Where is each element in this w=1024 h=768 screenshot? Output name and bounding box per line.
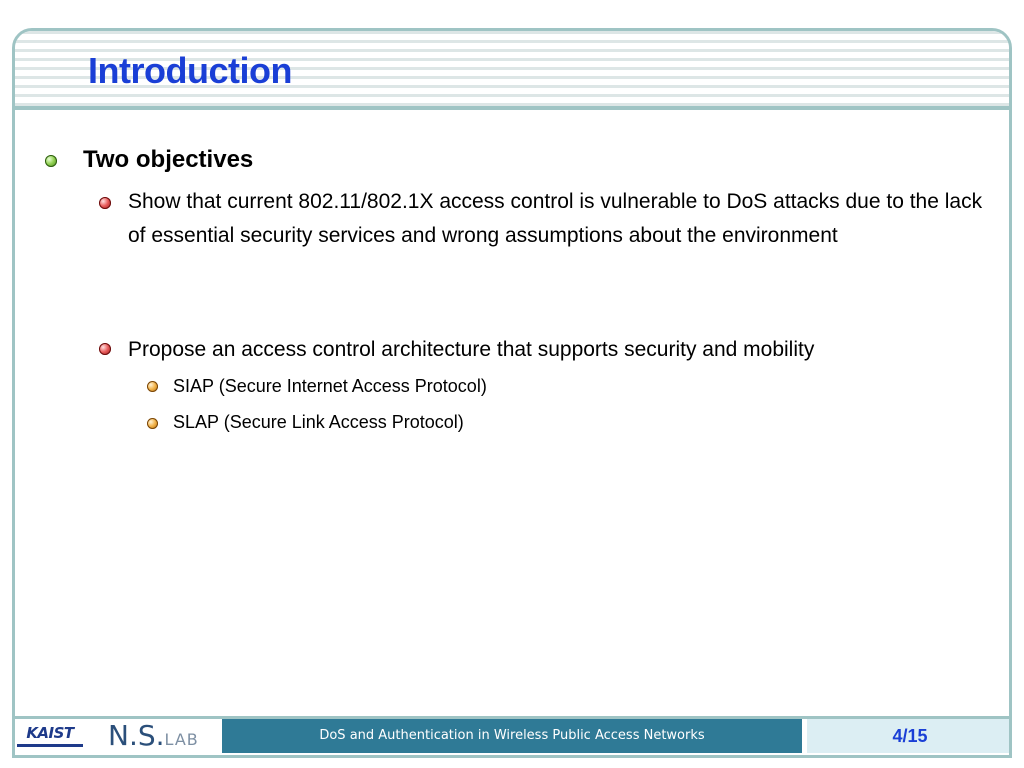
bullet-slap: SLAP (Secure Link Access Protocol) (173, 412, 464, 432)
kaist-logo: KAIST (17, 724, 83, 747)
nslab-logo (108, 716, 199, 756)
bullet-red-icon (99, 343, 111, 355)
bullet-show-vulnerable: Show that current 802.11/802.1X access control is vulnerable to DoS attacks due to the lack of essential security services and wrong assumptions about the environment (128, 190, 983, 247)
bullet-siap: SIAP (Secure Internet Access Protocol) (173, 376, 487, 396)
footer-title: DoS and Authentication in Wireless Public Access Networks (222, 719, 802, 753)
header-divider (15, 106, 1009, 110)
bullet-orange-icon (147, 381, 158, 392)
bullet-orange-icon (147, 418, 158, 429)
nslab-logo-ns: N.S. (108, 719, 165, 752)
bullet-propose-architecture: Propose an access control architecture that supports security and mobility (128, 338, 815, 361)
slide-frame (12, 28, 1012, 758)
slide-title: Introduction (88, 50, 292, 91)
bullet-red-icon (99, 197, 111, 209)
nslab-logo-lab: LAB (164, 730, 199, 749)
bullet-green-icon (45, 155, 57, 167)
bullet-two-objectives: Two objectives (83, 146, 254, 173)
page-number: 4/15 (892, 726, 928, 746)
